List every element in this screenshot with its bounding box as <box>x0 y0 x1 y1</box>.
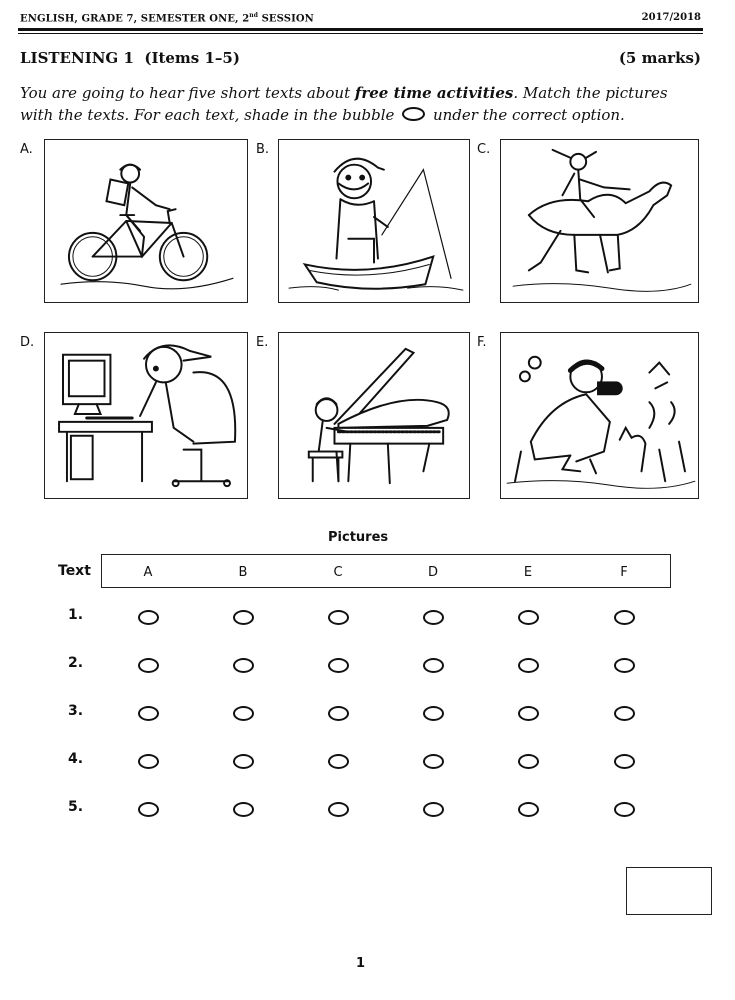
answer-bubble-2-d[interactable] <box>423 658 444 673</box>
row-label-5: 5. <box>68 799 84 815</box>
answer-bubble-1-b[interactable] <box>233 610 254 625</box>
picture-label-a: A. <box>20 142 33 157</box>
answer-bubble-4-f[interactable] <box>614 754 635 769</box>
answer-bubble-1-d[interactable] <box>423 610 444 625</box>
fishing-boat-icon <box>279 140 469 302</box>
piano-player-icon <box>279 333 469 498</box>
answer-bubble-5-f[interactable] <box>614 802 635 817</box>
answer-bubble-5-d[interactable] <box>423 802 444 817</box>
instructions-text-2: . Match the pictures with the texts. For each text, shade in the bubble <box>20 84 668 124</box>
row-label-4: 4. <box>68 751 84 767</box>
picture-label-b: B. <box>256 142 270 157</box>
column-header-a: A <box>143 565 153 580</box>
picture-c <box>500 139 699 303</box>
answer-bubble-4-d[interactable] <box>423 754 444 769</box>
answer-bubble-2-f[interactable] <box>614 658 635 673</box>
header-rule-thin <box>18 33 703 34</box>
header-session: SESSION <box>258 13 314 25</box>
column-header-b: B <box>238 565 248 580</box>
instructions-text-1: You are going to hear five short texts about <box>20 84 355 102</box>
answer-bubble-4-a[interactable] <box>138 754 159 769</box>
header-rule-thick <box>18 28 703 31</box>
column-header-f: F <box>620 565 628 580</box>
instructions-emphasis: free time activities <box>354 84 514 102</box>
answer-bubble-4-b[interactable] <box>233 754 254 769</box>
row-label-3: 3. <box>68 703 84 719</box>
answer-bubble-5-a[interactable] <box>138 802 159 817</box>
answer-bubble-4-c[interactable] <box>328 754 349 769</box>
column-header-d: D <box>427 565 438 580</box>
answer-bubble-2-c[interactable] <box>328 658 349 673</box>
header-year: 2017/2018 <box>641 12 701 23</box>
answer-bubble-1-e[interactable] <box>518 610 539 625</box>
answer-bubble-1-a[interactable] <box>138 610 159 625</box>
answer-bubble-2-e[interactable] <box>518 658 539 673</box>
instructions-text-3: under the correct option. <box>428 106 625 124</box>
picture-b <box>278 139 470 303</box>
camel-rider-icon <box>501 140 698 302</box>
picture-a <box>44 139 248 303</box>
row-label-1: 1. <box>68 607 84 623</box>
header-sup: nd <box>249 12 259 19</box>
row-label-2: 2. <box>68 655 84 671</box>
answer-bubble-2-b[interactable] <box>233 658 254 673</box>
answer-bubble-3-d[interactable] <box>423 706 444 721</box>
page-number: 1 <box>356 956 366 971</box>
answer-bubble-3-e[interactable] <box>518 706 539 721</box>
photographer-icon <box>501 333 698 498</box>
picture-label-d: D. <box>20 335 35 350</box>
section-title: LISTENING 1 (Items 1–5) <box>20 49 240 67</box>
cyclist-icon <box>45 140 247 302</box>
computer-user-icon <box>45 333 247 498</box>
text-header: Text <box>58 563 91 579</box>
picture-e <box>278 332 470 499</box>
column-header-c: C <box>333 565 343 580</box>
answer-bubble-3-b[interactable] <box>233 706 254 721</box>
answer-bubble-1-c[interactable] <box>328 610 349 625</box>
picture-f <box>500 332 699 499</box>
column-header-e: E <box>523 565 533 580</box>
answer-bubble-3-a[interactable] <box>138 706 159 721</box>
score-box <box>626 867 712 915</box>
answer-bubble-3-f[interactable] <box>614 706 635 721</box>
answer-bubble-5-e[interactable] <box>518 802 539 817</box>
header-subject: ENGLISH, GRADE 7, SEMESTER ONE, 2 <box>20 13 250 25</box>
pictures-header: Pictures <box>328 530 389 545</box>
document-header <box>20 12 314 24</box>
column-header-box <box>101 554 671 588</box>
picture-label-f: F. <box>477 335 487 350</box>
picture-label-c: C. <box>477 142 491 157</box>
answer-bubble-2-a[interactable] <box>138 658 159 673</box>
instructions <box>20 82 700 126</box>
section-marks: (5 marks) <box>618 49 701 67</box>
answer-bubble-5-c[interactable] <box>328 802 349 817</box>
bubble-example-icon <box>402 107 425 121</box>
answer-bubble-4-e[interactable] <box>518 754 539 769</box>
answer-bubble-5-b[interactable] <box>233 802 254 817</box>
answer-bubble-3-c[interactable] <box>328 706 349 721</box>
picture-d <box>44 332 248 499</box>
picture-label-e: E. <box>256 335 269 350</box>
answer-bubble-1-f[interactable] <box>614 610 635 625</box>
